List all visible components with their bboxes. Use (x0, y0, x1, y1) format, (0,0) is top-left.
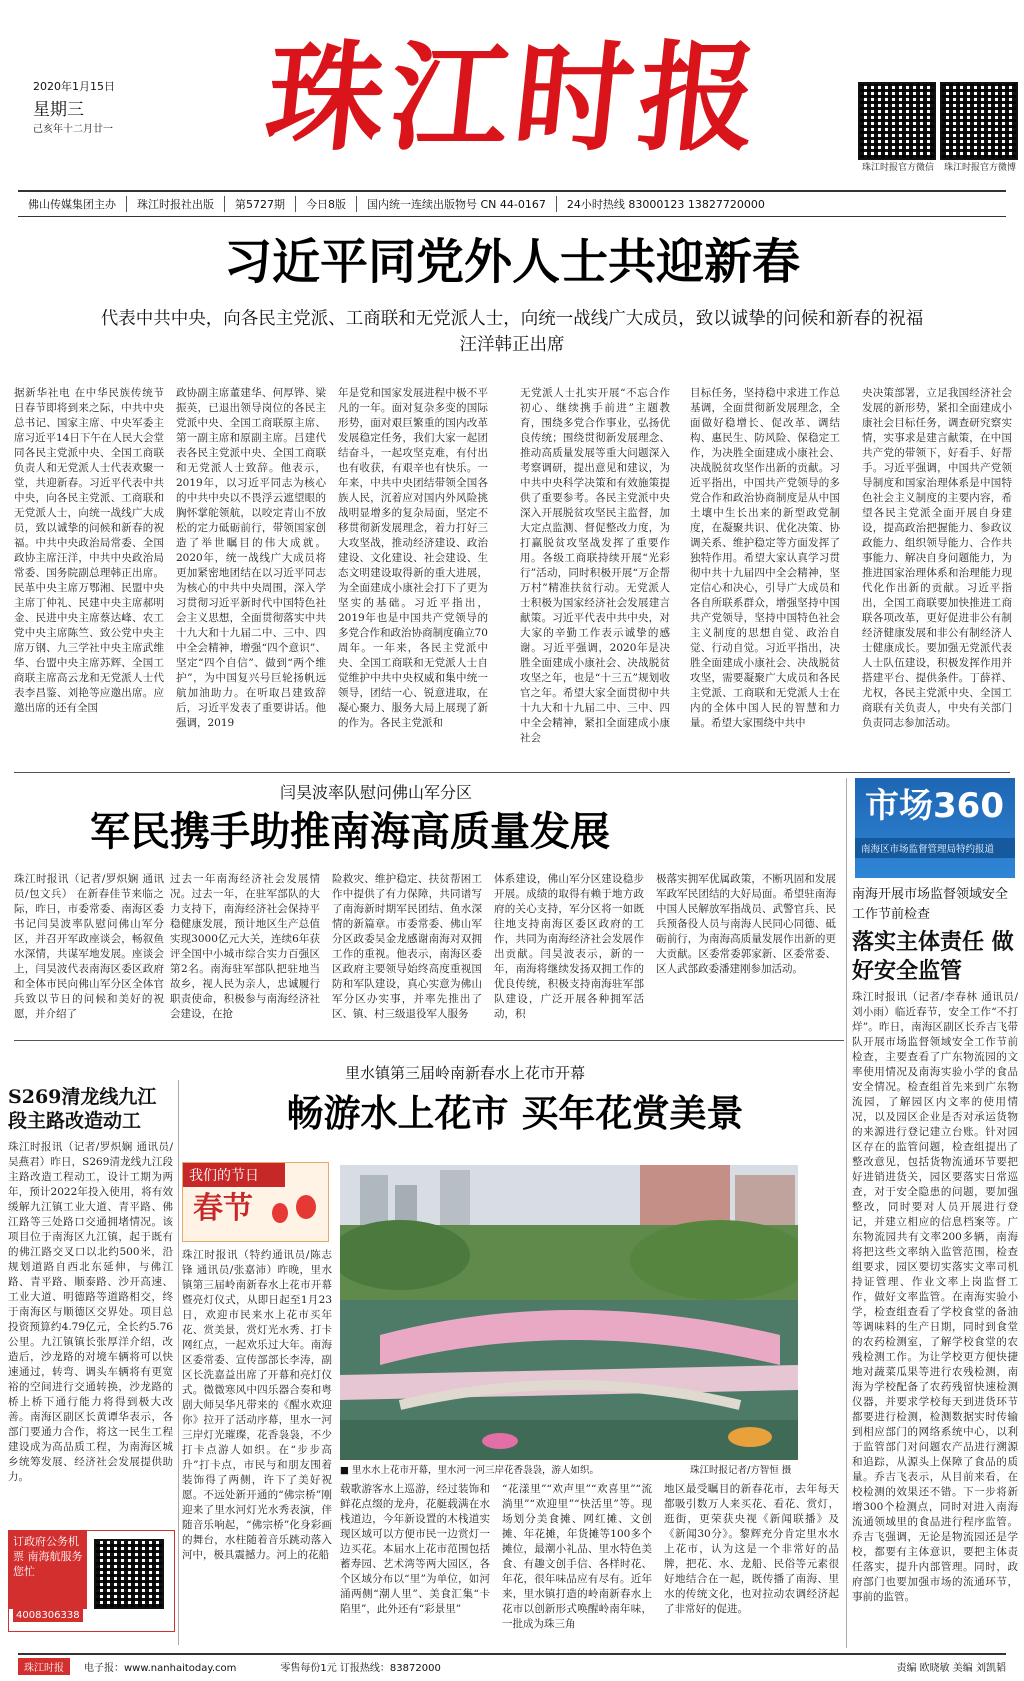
section-divider (14, 772, 1010, 773)
qr-code-weibo[interactable] (940, 82, 1020, 173)
story4-headline[interactable]: 畅游水上花市 买年花赏美景 (286, 1092, 744, 1135)
festival-title: 春节 (193, 1191, 253, 1226)
market-kicker: 南海开展市场监督领域安全工作节前检查 (852, 887, 1009, 922)
info-press: 珠江时报社出版 (126, 196, 224, 212)
festival-label: 我们的节日 (183, 1163, 285, 1187)
story3-body: 珠江时报讯（记者/罗炽娴 通讯员/吴燕君）昨日，S269清龙线九江段主路改造工程动工，设计工期为两年，预计2022年投入使用，将有效缓解九江镇工业大道、青平路、佛江路等三处路口交通拥堵情况。该项目位于南海区九江镇，起于既有的佛江路交叉口以北约500米，沿规划道路自西北东延伸，与佛江路、青平路、顺泰路、沙开高速、工业大道、明德路等道路相交，终于南海区与顺德区交界处。项目总投资预算约4.79亿元，全长约5.76公里。九江镇镇长张厚洋介绍，改造后，沙龙路的对境车辆将可以快速通过，转弯、调头车辆将有更宽裕的空间进行交通转换，沙龙路的桥上桥下通行能力将得到极大改善。南海区副区长黄谭华表示，各部门要通力合作，将这一民生工程建设成为高品质工程，为南海区城乡统筹发展、经济社会发展提供助力。 (8, 1141, 173, 1483)
lead-column: 据新华社电 在中华民族传统节日春节即将到来之际，中共中央总书记、国家主席、中央军委主席习近平14日下午在人民大会堂同各民主党派中央、全国工商联负责人和无党派人士代表欢聚一堂，共迎新春。习近平代表中共中央，向各民主党派、工商联和无党派人士，向统一战线广大成员，致以诚挚的问候和新春的祝福。中共中央政治局常委、全国政协主席汪洋，中共中央政治局常委、国务院副总理韩正出席。民革中央主席万鄂湘、民盟中央主席丁仲礼、民建中央主席郝明金、民进中央主席蔡达峰、农工党中央主席陈竺、致公党中央主席万钢、九三学社中央主席武维华、台盟中央主席苏辉、全国工商联主席高云龙和无党派人士代表李昌鉴、刘艳等应邀出席。应邀出席的还有全国 (14, 387, 164, 714)
story2-column: 极落实拥军优属政策，不断巩固和发展军政军民团结的大好局面。希望驻南海中国人民解放军指战员、武警官兵、民兵预备役人员与南海人民同心同德、砥砺前行，为南海高质量发展作出新的更大贡献。区委常委郭家新、区委常委、区人武部政委潘建刚参加活动。 (656, 873, 836, 975)
column-divider (178, 1080, 179, 1645)
qr-label: 珠江时报官方微信 (861, 163, 934, 173)
story4-column: 珠江时报讯（特约通讯员/陈志锋 通讯员/张嘉沛）昨晚，里水镇第三届岭南新春水上花市开幕暨亮灯仪式，从即日起至1月23日，欢迎市民来水上花市买年花、赏美景，赏灯光水秀、打卡网红点，一起欢乐过大年。南海区委常委、宣传部部长李涛，副区长洗嘉益出席了开幕和亮灯仪式。微微寒风中四乐器合奏和粤剧大师吴华凡带来的《醒水欢迎你》拉开了活动序幕，里水一河三岸灯光璀璨，花香袅袅，不少打卡点游人如织。在“步步高升”打卡点，市民与和朋友围着装饰得了两侧，许下了美好祝愿。不远处新开通的“佛宗桥”刚迎来了里水河灯光水秀表演，伴随音乐响起，“佛宗桥”化身彩画的舞台，水柱随着音乐跳动落入河中，极具震撼力。河上的花船 (182, 1249, 332, 1561)
info-bar (18, 190, 1006, 217)
flower-market-photo[interactable] (340, 1165, 798, 1460)
lead-column: 央决策部署，立足我国经济社会发展的新形势，紧扣全面建成小康社会目标任务，调查研究察实情，实事求是建言献策，在中国共产党的带领下，好看手、好帮手。习近平强调，中国共产党领导制度和国家治理体系是中国特色社会主义制度的主要内容，希望各民主党派全面开展自身建设，提高政治把握能力、参政议政能力、组织领导能力、合作共事能力、解决自身问题能力，为推进国家治理体系和治理能力现代化作出新的贡献。习近平指出，全国工商联要加快推进工商联各项改革，更好促进非公有制经济健康发展和非公有制经济人士健康成长。要加强无党派代表人士队伍建设，积极发挥作用并搭建平台、提供条件。丁薛祥、尤权，各民主党派中央、全国工商联有关负责人，中央有关部门负责同志参加活动。 (862, 387, 1012, 729)
story2-column: 险救灾、维护稳定、扶贫帮困工作中提供了有力保障，共同谱写了南海新时期军民团结、鱼水深情的新篇章。市委常委、佛山军分区政委吴金龙感谢南海对双拥工作的重视。他表示，南海区委区政府主要领导始终高度重视国防和军队建设，真心实意为佛山军分区办实事，并率先推出了区、镇、村三级退役军人服务 (332, 873, 482, 1020)
market-360-subtitle: 南海区市场监督管理局特约报道 (855, 838, 1015, 858)
lead-headline[interactable]: 习近平同党外人士共迎新春 (223, 234, 800, 290)
lead-column: 目标任务，坚持稳中求进工作总基调，全面贯彻新发展理念，全面做好稳增长、促改革、调结构、惠民生、防风险、保稳定工作，为决胜全面建成小康社会、决战脱贫攻坚作出新的贡献。习近平指出，中国共产党领导的多党合作和政治协商制度是从中国土壤中生长出来的新型政党制度，在凝聚共识、优化决策、协调关系、维护稳定等方面发挥了独特作用。希望大家认真学习贯彻中共十九届四中全会精神，坚定信心和决心，引导广大成员和各自所联系群众，增强坚持中国共产党领导，坚持中国特色社会主义制度的思想自觉、政治自觉、行动自觉。习近平指出，决胜全面建成小康社会、决战脱贫攻坚，需要凝聚广大成员和各民主党派、工商联和无党派人士在内的全体中国人民的智慧和力量。希望大家围绕中共中 (690, 387, 840, 729)
newspaper-title: 珠江时报 (259, 28, 771, 167)
lead-column: 政协副主席董建华、何厚铧、梁振英，已退出领导岗位的各民主党派中央、全国工商联原主席、第一副主席和原副主席。吕建代表各民主党派中央、全国工商联和无党派人士致辞。他表示，2019年，以习近平同志为核心的中共中央以不畏浮云遮望眼的胸怀掌舵领航，以咬定青山不放松的定力砥砺前行，带领国家创造了举世瞩目的伟大成就。2020年，统一战线广大成员将更加紧密地团结在以习近平同志为核心的中共中央周围，深入学习贯彻习近平新时代中国特色社会主义思想，全面贯彻落实中共十九大和十九届二中、三中、四中全会精神，增强“四个意识”、坚定“四个自信”、做到“两个维护”，为中国复兴号巨轮扬帆远航加油助力。在听取吕建致辞后，习近平发表了重要讲话。他强调，2019 (176, 387, 326, 729)
footer-editors: 责编 欧晓敏 美编 刘凯韬 (896, 1662, 1006, 1674)
lead-subhead-2: 汪洋韩正出席 (459, 335, 565, 355)
ad-banner[interactable] (8, 1530, 175, 1632)
lantern-icon (296, 1195, 316, 1219)
edition-date: 2020年1月15日 (33, 80, 115, 93)
story2-kicker: 闫昊波率队慰问佛山军分区 (280, 783, 473, 802)
footer-price: 零售每份1元 订报热线：83872000 (280, 1662, 441, 1674)
section-divider (14, 1040, 844, 1041)
story2-headline[interactable]: 军民携手助推南海高质量发展 (90, 809, 610, 855)
page-footer (18, 1653, 1006, 1677)
story4-kicker: 里水镇第三届岭南新春水上花市开幕 (345, 1064, 586, 1082)
edition-lunar-date: 己亥年十二月廿一 (33, 124, 113, 135)
story2-column: 体系建设，佛山军分区建设稳步开展。成绩的取得有赖于地方政府的关心支持，军分区将一如既往地支持南海区委区政府的工作，共同为南海经济社会发展作出贡献。闫昊波表示，新的一年，南海将继续发扬双拥工作的优良传统，积极支持南海驻军部队建设，广泛开展各种拥军活动，积 (494, 873, 644, 1020)
market-headline[interactable]: 落实主体责任 做好安全监管 (852, 930, 1014, 984)
story4-column: 地区最受瞩目的新春花市，去年每天都吸引数万人来买花、看花、赏灯，逛街，更荣获央视《新闻联播》及《新闻30分》。黎辉充分肯定里水水上花市，认为这是一个非常好的品牌，把花、水、龙船、民俗等元素很好地结合在一起，既传播了南海、里水的传统文化，也对拉动农调经济起了非常好的促进。 (664, 1483, 839, 1615)
market-360-title: 市场360 (865, 786, 1004, 826)
lantern-icon (272, 1203, 288, 1223)
photo-credit: 珠江时报记者/方智恒 摄 (690, 1465, 792, 1476)
qr-label: 珠江时报官方微博 (943, 163, 1016, 173)
market-360-banner[interactable] (855, 778, 1015, 878)
story3-headline[interactable]: S269清龙线九江段主路改造动工 (8, 1086, 157, 1132)
story2-column: 珠江时报讯（记者/罗炽娴 通讯员/包文兵） 在新春佳节来临之际，昨日，市委常委、南海区委书记闫昊波率队慰问佛山军分区，并召开军政座谈会，畅叙鱼水深情，共谋军地发展。座谈会上，闫昊波代表南海区委区政府和全体市民向佛山军分区全体官兵致以节日的问候和美好的祝愿，并介绍了 (14, 873, 164, 1020)
lead-subhead: 代表中共中央，向各民主党派、工商联和无党派人士，向统一战线广大成员，致以诚挚的问候和新春的祝福 (100, 309, 924, 329)
photo-scene (340, 1165, 798, 1460)
footer-brand: 珠江时报 (18, 1658, 70, 1675)
story4-column: “花漾里”“欢声里”“欢喜里”“流淌里”“欢迎里”“快活里”等。现场划分美食摊、网红摊、文创摊、年花摊，年货摊等100多个摊位，最潮小礼品、里水特色美食、有趣文创手信、各样时花、年花，很年味品应有尽有。近年来，里水镇打造的岭南新春水上花市以创新形式唤醒岭南年味，一批成为珠三角 (502, 1483, 652, 1630)
lead-column: 年是党和国家发展进程中极不平凡的一年。面对复杂多变的国际形势，面对艰巨繁重的国内改革发展稳定任务，我们大家一起团结奋斗，一起攻坚克难，有付出也有收获，有艰辛也有快乐。一年来，中共中央团结带领全国各族人民，沉着应对国内外风险挑战明显增多的复杂局面，坚定不移贯彻新发展理念，着力打好三大攻坚战，推动经济建设、政治建设、文化建设、社会建设、生态文明建设取得新的重大进展，为全面建成小康社会打下了更为坚实的基础。习近平指出，2019年也是中国共产党领导的多党合作和政治协商制度确立70周年。一年来，各民主党派中央、全国工商联和无党派人士自觉维护中共中央权威和集中统一领导，团结一心、锐意进取，在凝心聚力、服务大局上展现了新的作为。各民主党派和 (338, 387, 488, 729)
ad-phone: 4008306338 (13, 1609, 83, 1622)
ad-qr-code[interactable] (94, 1539, 164, 1609)
photo-caption: ■ 里水水上花市开幕，里水河一河三岸花香袅袅，游人如织。 (340, 1465, 599, 1476)
story4-column: 载歌游客水上巡游，经过装饰和鲜花点缀的龙舟，花艇载满在水栈道边，今年新设置的木栈道实现区域可以方便市民一边赏灯一边买花。本届水上花市范围包括蓄寿园、艺术湾等两大园区，各个区域分布以“里”为单位，如河涌两侧“潮人里”、美食汇集“卡陷里”，此外还有“彩景里” (340, 1483, 490, 1615)
story2-column: 过去一年南海经济社会发展情况。过去一年，在驻军部队的大力支持下，南海经济社会保持平稳健康发展，预计地区生产总值实现3000亿元大关，连续6年获评全国中小城市综合实力百强区第2名。南海驻军部队把驻地当故乡，视人民为亲人，忠诚履行职责使命，积极参与南海经济社会建设，在抢 (170, 873, 320, 1020)
info-publisher: 佛山传媒集团主办 (28, 198, 116, 211)
festival-banner (182, 1162, 329, 1242)
edition-weekday: 星期三 (33, 100, 84, 120)
info-serial-number: 国内统一连续出版物号 CN 44-0167 (356, 196, 556, 212)
column-divider (846, 778, 847, 1648)
info-hotline: 24小时热线 83000123 13827720000 (556, 196, 775, 212)
info-issue: 第5727期 (224, 196, 295, 212)
lead-column: 无党派人士扎实开展“不忘合作初心、继续携手前进”主题教育，围绕多党合作事业，弘扬优良传统；围绕贯彻新发展理念、推动高质量发展等重大问题深入考察调研，提出意见和建议，为中共中央科学决策和有效施策提供了重要参考。各民主党派中央深入开展脱贫攻坚民主监督，加大定点监测、督促整改力度，为打赢脱贫攻坚战发挥了重要作用。各级工商联持续开展“光彩行”活动，同时积极开展“万企帮万村”精准扶贫行动。无党派人士积极为国家经济社会发展建言献策。习近平代表中共中央，对大家的辛勤工作表示诚挚的感谢。习近平强调，2020年是决胜全面建成小康社会、决战脱贫攻坚之年，也是“十三五”规划收官之年。希望大家全面贯彻中共十九大和十九届二中、三中、四中全会精神，紧扣全面建成小康社会 (520, 387, 670, 744)
ad-title: 订政府公务机票 南海航服务您忙 (9, 1531, 87, 1609)
qr-code-wechat[interactable] (858, 82, 938, 173)
footer-site[interactable]: 电子报：www.nanhaitoday.com (84, 1662, 237, 1674)
market-body: 珠江时报讯（记者/李春林 通讯员/刘小雨）临近春节，安全工作“不打烊”。昨日，南海区副区长乔吉飞带队开展市场监督领域安全工作节前检查，主要查看了广东物流园的文率使用情况及南海实验小学的食品安全情况。检查组首先来到广东物流园，了解园区内文率的使用情况，以及园区企业是否对承运货物的来源进行登记建立台账。针对园区存在的监管问题，检查组提出了整改意见，包括货物流通环节要把好进销进货关，园区要落实日常巡查，对于安全隐患的问题，要加强整改，同时要对人员开展进行登记，并建立相应的信息档案等。广东物流园共有文率200多辆，南海将把这些文率纳入监管范围，检查组要求，园区要切实落实文率司机持证管理、作业文率上岗监督工作，做好文率监管。在南海实验小学，检查组查看了学校食堂的备油等调味料的生产日期，同时到食堂的农药检测室，了解学校食堂的农残检测工作。为让学校更方便快捷地对蔬菜瓜果等进行农残检测，南海为学校配备了农药残留快速检测仪器，并要求学校每天到进货环节都要进行检测，检测数据实时传输到相应部门的网络系统中心，以利于监管部门对问题农产品进行溯源和追踪，从源头上保障了食品的质量。乔吉飞表示，从目前来看，在校检测的效果还不错。下一步将新增300个检测点，同时对进入南海流通领域里的食品进行程序监管。乔吉飞强调，无论是物流园还是学校，都要有主体意识，要把主体责任落实，提升内部管理。同时，政府部门也要加强市场的流通环节，事前的监管。 (852, 991, 1018, 1603)
info-pages: 今日8版 (295, 196, 356, 212)
